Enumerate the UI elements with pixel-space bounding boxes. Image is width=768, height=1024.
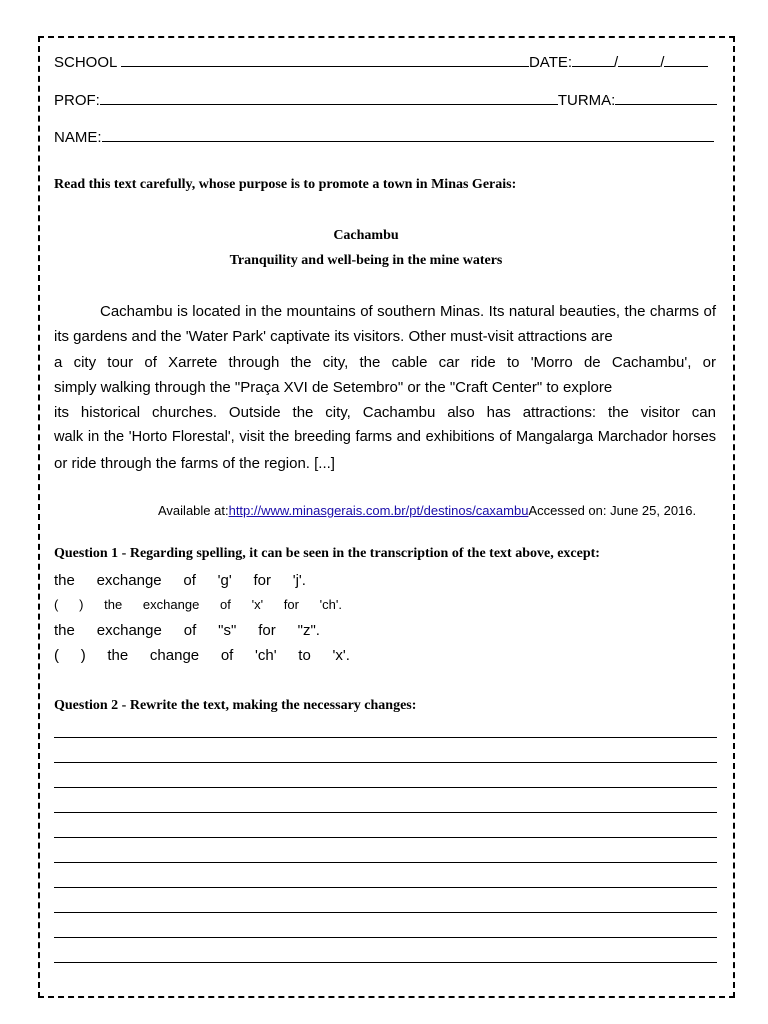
option-word: for [283,597,299,612]
option-word: for [258,622,276,639]
option-word: the [54,622,75,639]
option-word: 'x'. [332,647,350,664]
date-label: DATE: [528,54,573,71]
instruction-text: Read this text carefully, whose purpose is to promote a town in Minas Gerais: [54,177,517,192]
date-day-field[interactable] [572,52,614,67]
article-subtitle: Tranquility and well-being in the mine waters [229,253,503,268]
source-accessed: Accessed on: June 25, 2016. [528,503,697,518]
question1-text: Question 1 - Regarding spelling, it can be seen in the transcription of the text above, except: [54,546,600,561]
article-line: its gardens and the 'Water Park' captivate its visitors. Other must-visit attractions are [54,328,613,346]
question1-option [54,622,320,639]
option-word: 'ch'. [319,597,342,612]
article-body [54,299,716,476]
option-word: "z". [297,622,320,639]
answer-line[interactable] [54,837,717,838]
article-title: Cachambu [333,228,399,243]
question1-option [54,647,350,664]
option-paren-open[interactable]: ( [54,647,59,664]
school-field[interactable] [121,52,529,67]
source-link[interactable]: http://www.minasgerais.com.br/pt/destinos/caxambu [228,503,529,518]
answer-line[interactable] [54,912,717,913]
prof-field[interactable] [100,90,558,105]
date-year-field[interactable] [664,52,708,67]
option-word: exchange [96,622,162,639]
prof-label: PROF: [54,92,100,109]
answer-line[interactable] [54,737,717,738]
date-separator: / [660,54,665,71]
answer-line[interactable] [54,812,717,813]
option-word: of [220,647,234,664]
question1-option [54,597,342,612]
article-line: walk in the 'Horto Florestal', visit the breeding farms and exhibitions of Mangalarga Marchador horses [54,429,716,446]
answer-line[interactable] [54,762,717,763]
answer-line[interactable] [54,887,717,888]
name-label: NAME: [54,129,102,146]
question2-text: Question 2 - Rewrite the text, making the necessary changes: [54,698,417,713]
option-word: to [298,647,311,664]
option-word: exchange [96,572,162,589]
option-word: 'j'. [292,572,306,589]
option-word: "s" [218,622,237,639]
option-paren-open[interactable]: ( [54,597,59,612]
option-word: of [183,572,196,589]
article-line: simply walking through the "Praça XVI de Setembro" or the "Craft Center" to explore [54,378,613,396]
article-line: its historical churches. Outside the city, Cachambu also has attractions: the visitor can [54,404,716,422]
article-line: Cachambu is located in the mountains of southern Minas. Its natural beauties, the charms of [100,303,716,320]
answer-line[interactable] [54,787,717,788]
date-month-field[interactable] [618,52,660,67]
answer-line[interactable] [54,937,717,938]
option-paren-close[interactable]: ) [80,647,86,664]
prof-row [54,90,717,109]
answer-line[interactable] [54,862,717,863]
name-row [54,127,714,146]
turma-label: TURMA: [557,92,616,109]
answer-line[interactable] [54,962,717,963]
name-field[interactable] [102,127,714,142]
article-line: or ride through the farms of the region. [...] [54,454,335,472]
option-word: the [104,597,123,612]
article-line: a city tour of Xarrete through the city, the cable car ride to 'Morro de Cachambu', or [54,353,716,371]
school-row [54,52,708,71]
option-word: the [107,647,129,664]
option-word: of [183,622,197,639]
option-word: change [149,647,200,664]
date-separator: / [614,54,619,71]
school-label: SCHOOL [54,54,117,71]
option-word: 'g' [217,572,232,589]
option-paren-close[interactable]: ) [79,597,84,612]
option-word: of [220,597,231,612]
option-word: the [54,572,75,589]
option-word: 'x' [251,597,264,612]
question1-option [54,572,306,589]
option-word: for [253,572,271,589]
option-word: 'ch' [255,647,277,664]
turma-field[interactable] [615,90,717,105]
option-word: exchange [142,597,200,612]
source-prefix: Available at: [158,503,229,518]
source-citation [158,503,696,518]
